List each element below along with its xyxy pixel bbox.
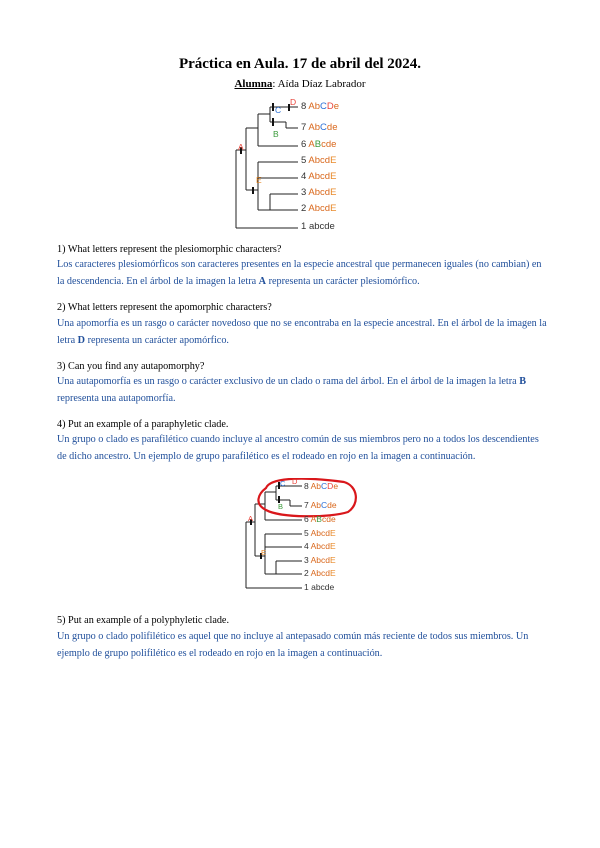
leaf-sequence-part: C bbox=[321, 500, 328, 510]
leaf-sequence-part: AB bbox=[310, 514, 322, 524]
tree-leaf bbox=[301, 102, 339, 112]
leaf-number: 3 bbox=[301, 187, 309, 198]
student-line bbox=[0, 78, 600, 90]
tree-1-labels bbox=[228, 98, 378, 238]
leaf-sequence-part: Abcd bbox=[310, 541, 330, 551]
leaf-sequence-part: E bbox=[330, 155, 337, 166]
student-label: Alumna bbox=[234, 78, 273, 90]
leaf-sequence-part: Ab bbox=[310, 500, 322, 510]
leaf-sequence-part: Abcd bbox=[310, 528, 330, 538]
leaf-sequence-part: Abcd bbox=[308, 171, 331, 182]
leaf-sequence-part: E bbox=[330, 568, 336, 578]
leaf-number: 7 bbox=[301, 122, 309, 133]
tree-leaf bbox=[301, 172, 336, 182]
leaf-number: 4 bbox=[301, 171, 309, 182]
leaf-number: 3 bbox=[304, 555, 311, 565]
document-title: Práctica en Aula. 17 de abril del 2024. bbox=[178, 56, 422, 72]
tree-leaf bbox=[301, 188, 336, 198]
tree-node-label: E bbox=[261, 548, 267, 557]
leaf-sequence-part: Abcd bbox=[310, 568, 330, 578]
highlighted-letter: B bbox=[519, 376, 527, 387]
leaf-number: 6 bbox=[301, 139, 309, 150]
leaf-sequence-part: Abcd bbox=[308, 155, 331, 166]
question-4: 4) Put an example of a paraphyletic clade. bbox=[57, 419, 229, 430]
leaf-number: 6 bbox=[304, 514, 311, 524]
tree-leaf bbox=[301, 140, 336, 150]
leaf-number: 1 bbox=[304, 582, 312, 592]
leaf-sequence-part: abcde bbox=[308, 221, 335, 232]
tree-leaf bbox=[301, 204, 336, 214]
leaf-sequence-part: E bbox=[330, 171, 337, 182]
leaf-sequence-part: Ab bbox=[310, 481, 322, 491]
tree-node-label: D bbox=[290, 97, 297, 107]
leaf-sequence-part: cde bbox=[321, 139, 337, 150]
tree-node-label: D bbox=[292, 477, 298, 486]
question-1: 1) What letters represent the plesiomorphic characters? bbox=[57, 244, 282, 255]
student-name: : Aída Díaz Labrador bbox=[272, 78, 366, 90]
leaf-sequence-part: E bbox=[330, 187, 337, 198]
leaf-sequence-part: C bbox=[321, 481, 328, 491]
leaf-sequence-part: Ab bbox=[308, 101, 321, 112]
leaf-sequence-part: C bbox=[320, 122, 327, 133]
leaf-sequence-part: C bbox=[320, 101, 327, 112]
tree-node-label: B bbox=[273, 129, 279, 139]
leaf-number: 8 bbox=[301, 101, 309, 112]
answer-3: Una autapomorfía es un rasgo o carácter exclusivo de un clado o rama del árbol. En el árbol de la imagen la letra B representa una autapomorfía. bbox=[57, 376, 527, 404]
leaf-sequence-part: D bbox=[327, 481, 334, 491]
leaf-sequence-part: Abcd bbox=[308, 203, 331, 214]
tree-leaf bbox=[304, 482, 338, 491]
tree-node-label: C bbox=[280, 479, 286, 488]
leaf-sequence-part: de bbox=[327, 500, 337, 510]
tree-leaf bbox=[304, 501, 337, 510]
tree-node-label: A bbox=[238, 142, 244, 152]
answer-2: Una apomorfía es un rasgo o carácter novedoso que no se encontraba en la especie ancestral. En el árbol de la imagen la letra D representa un carácter apomórfico. bbox=[57, 318, 547, 346]
question-5: 5) Put an example of a polyphyletic clade. bbox=[57, 615, 229, 626]
tree-node-label: C bbox=[275, 105, 282, 115]
answer-4: Un grupo o clado es parafilético cuando incluye al ancestro común de sus miembros pero no a todos los descendientes de dicho ancestro. Un ejemplo de grupo parafilético es el rodeado en rojo en la imagen a continuación. bbox=[57, 434, 539, 462]
highlighted-letter: D bbox=[77, 335, 86, 346]
leaf-sequence-part: AB bbox=[308, 139, 322, 150]
tree-leaf bbox=[301, 156, 336, 166]
leaf-sequence-part: de bbox=[326, 122, 338, 133]
leaf-sequence-part: E bbox=[330, 555, 336, 565]
highlighted-letter: A bbox=[258, 276, 267, 287]
leaf-number: 2 bbox=[304, 568, 311, 578]
tree-leaf bbox=[304, 583, 334, 592]
tree-leaf bbox=[304, 556, 336, 565]
leaf-number: 2 bbox=[301, 203, 309, 214]
tree-node-label: B bbox=[278, 502, 284, 511]
answer-1: Los caracteres plesiomórficos son caracteres presentes en la especie ancestral que permanecen iguales (no cambian) en la descendencia. En el árbol de la imagen la letra A representa un carácter plesiomórfico. bbox=[57, 259, 542, 287]
tree-leaf bbox=[304, 515, 336, 524]
leaf-number: 5 bbox=[304, 528, 311, 538]
tree-leaf bbox=[301, 123, 337, 133]
question-3: 3) Can you find any autapomorphy? bbox=[57, 361, 205, 372]
tree-node-label: A bbox=[248, 514, 254, 523]
leaf-sequence-part: Abcd bbox=[310, 555, 330, 565]
tree-2-labels bbox=[240, 478, 370, 596]
leaf-number: 5 bbox=[301, 155, 309, 166]
tree-leaf bbox=[301, 222, 335, 232]
tree-node-label: E bbox=[256, 175, 262, 185]
leaf-sequence-part: e bbox=[333, 481, 339, 491]
leaf-sequence-part: Abcd bbox=[308, 187, 331, 198]
leaf-sequence-part: E bbox=[330, 541, 336, 551]
leaf-sequence-part: D bbox=[326, 101, 334, 112]
leaf-sequence-part: E bbox=[330, 203, 337, 214]
leaf-sequence-part: e bbox=[333, 101, 340, 112]
tree-leaf bbox=[304, 542, 336, 551]
tree-leaf bbox=[304, 529, 336, 538]
answer-5: Un grupo o clado polifilético es aquel que no incluye al antepasado común más reciente de todos sus miembros. Un ejemplo de grupo polifilético es el rodeado en rojo en la imagen a continuación. bbox=[57, 631, 529, 659]
tree-leaf bbox=[304, 569, 336, 578]
leaf-number: 8 bbox=[304, 481, 311, 491]
question-2: 2) What letters represent the apomorphic characters? bbox=[57, 302, 272, 313]
leaf-sequence-part: abcde bbox=[311, 582, 335, 592]
leaf-sequence-part: E bbox=[330, 528, 336, 538]
leaf-number: 1 bbox=[301, 221, 309, 232]
leaf-number: 7 bbox=[304, 500, 311, 510]
leaf-sequence-part: Ab bbox=[308, 122, 321, 133]
leaf-sequence-part: cde bbox=[321, 514, 336, 524]
leaf-number: 4 bbox=[304, 541, 311, 551]
